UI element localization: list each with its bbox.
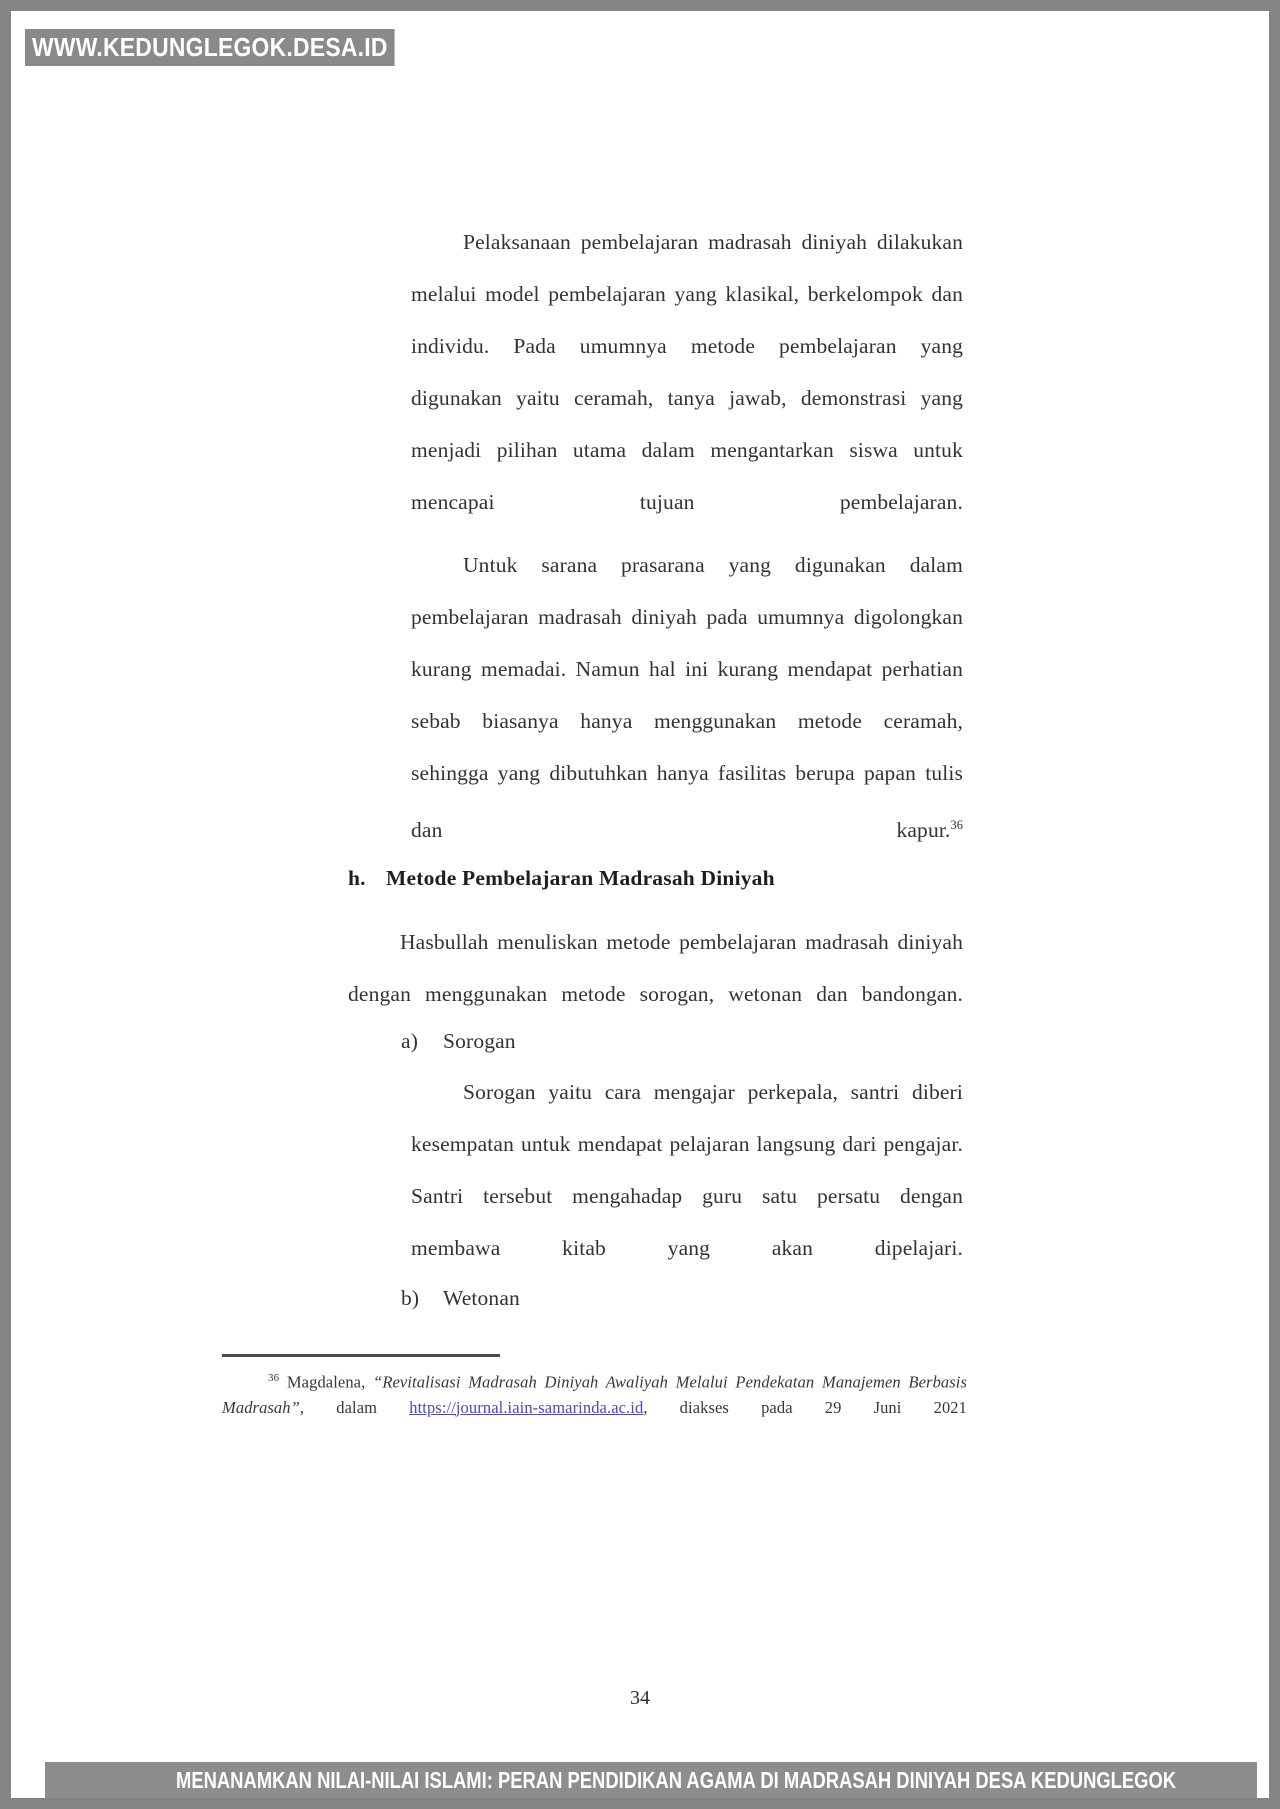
footnote-connector: , dalam bbox=[299, 1397, 378, 1417]
paragraph-1-text: Pelaksanaan pembelajaran madrasah diniyah dilakukan melalui model pembelajaran yang klasikal, berkelompok dan individu. Pada umumnya metode pembelajaran yang digunakan yaitu ceramah, tanya jawab, demonstrasi yang menjadi pilihan utama dalam mengantarkan siswa untuk mencapai tujuan pembelajaran. bbox=[411, 230, 963, 514]
site-watermark-badge: WWW.KEDUNGLEGOK.DESA.ID bbox=[25, 29, 395, 66]
paragraph-4-text: Sorogan yaitu cara mengajar perkepala, santri diberi kesempatan untuk mendapat pelajaran langsung dari pengajar. Santri tersebut mengahadap guru satu persatu dengan membawa kitab yang akan dipelajari. bbox=[411, 1080, 963, 1260]
paragraph-2-text: Untuk sarana prasarana yang digunakan dalam pembelajaran madrasah diniyah pada umumnya digolongkan kurang memadai. Namun hal ini kurang mendapat perhatian sebab biasanya hanya menggunakan metode ceramah, sehingga yang dibutuhkan hanya fasilitas berupa papan tulis dan kapur. bbox=[411, 553, 963, 843]
list-marker-a: a) bbox=[401, 1029, 419, 1053]
section-heading-text: Metode Pembelajaran Madrasah Diniyah bbox=[386, 866, 775, 890]
footnote-entry bbox=[222, 1366, 967, 1445]
article-title-banner bbox=[45, 1762, 1257, 1798]
page-number: 34 bbox=[630, 1687, 650, 1709]
section-heading-marker: h. bbox=[348, 866, 366, 890]
paragraph-pelaksanaan bbox=[411, 216, 963, 580]
footnote-title: “Revitalisasi Madrasah Diniyah Awaliyah Melalui Pendekatan Manajemen Berbasis Madrasah” bbox=[222, 1372, 968, 1417]
paragraph-3-text: Hasbullah menuliskan metode pembelajaran madrasah diniyah dengan menggunakan metode sorogan, wetonan dan bandongan. bbox=[348, 930, 963, 1006]
footnote-url-link[interactable]: https://journal.iain-samarinda.ac.id bbox=[409, 1397, 644, 1417]
article-title-banner-text: MENANAMKAN NILAI-NILAI ISLAMI: PERAN PENDIDIKAN AGAMA DI MADRASAH DINIYAH DESA KEDUNGLEGOK bbox=[176, 1767, 1177, 1793]
list-item-sorogan bbox=[401, 1029, 516, 1054]
footnote-reference-marker: 36 bbox=[950, 818, 963, 832]
list-item-b-label: Wetonan bbox=[443, 1286, 520, 1310]
paragraph-sarana-prasarana bbox=[411, 539, 963, 908]
footnote-access-note: , diakses pada 29 Juni 2021 bbox=[643, 1397, 967, 1417]
footnote-number: 36 bbox=[268, 1372, 280, 1384]
section-heading bbox=[348, 866, 968, 891]
list-item-wetonan bbox=[401, 1286, 520, 1311]
footnote-author: Magdalena, bbox=[286, 1372, 366, 1392]
list-item-a-label: Sorogan bbox=[443, 1029, 516, 1053]
document-body bbox=[11, 11, 1269, 1798]
footnote-separator-rule bbox=[222, 1354, 500, 1357]
document-page bbox=[11, 11, 1269, 1798]
list-marker-b: b) bbox=[401, 1286, 420, 1310]
